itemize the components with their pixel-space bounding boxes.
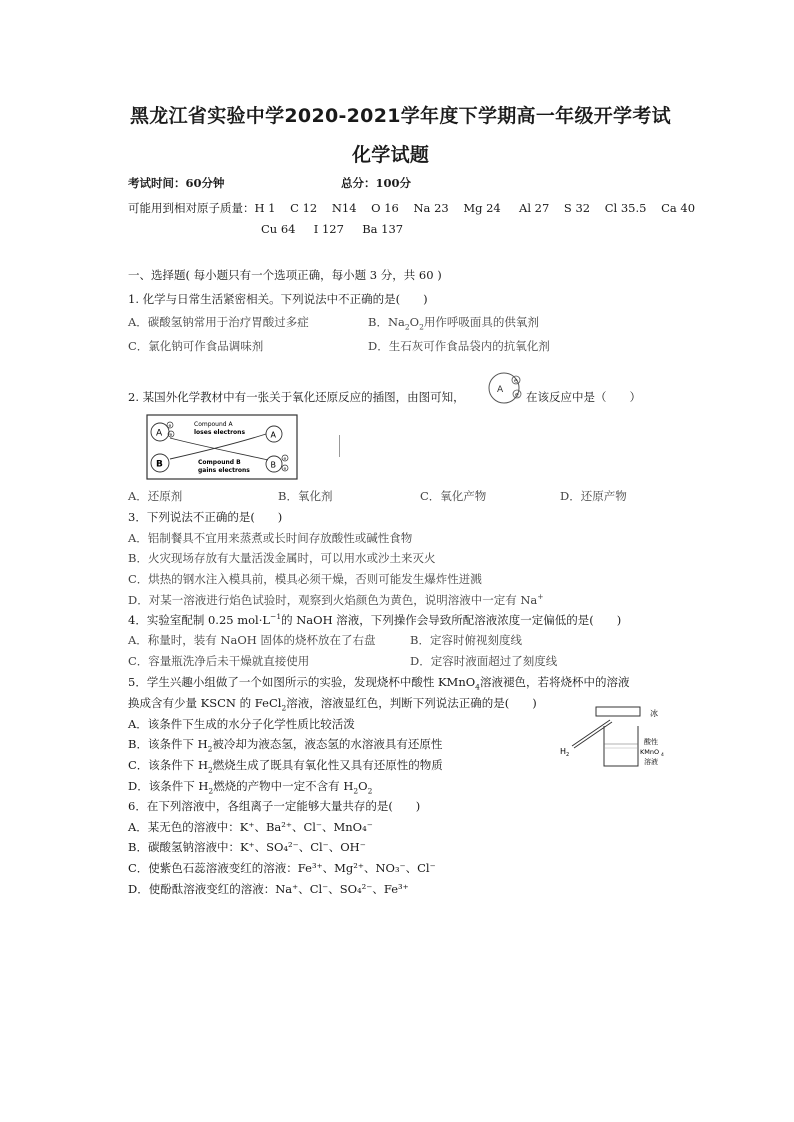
q2-stem-end: 在该反应中是（ ） (526, 390, 641, 404)
diagram-atom-b-right: B (270, 460, 276, 470)
figure-acid-label: 酸性 (644, 738, 658, 746)
page-title: 黑龙江省实验中学2020-2021学年度下学期高一年级开学考试 (130, 105, 671, 127)
q6-option-a: A．某无色的溶液中：K⁺、Ba²⁺、Cl⁻、MnO₄⁻ (128, 820, 373, 834)
diagram-electron-2: e (169, 433, 173, 438)
inline-atom-figure (486, 368, 528, 408)
q1-option-c: C．氯化钠可作食品调味剂 (128, 339, 264, 353)
q1-stem: 1. 化学与日常生活紧密相关。下列说法中不正确的是( ) (128, 292, 428, 306)
q3-option-b: B．火灾现场存放有大量活泼金属时，可以用水或沙土来灭火 (128, 551, 436, 565)
atomic-mass-line-1: 可能用到相对原子质量：H 1 C 12 N14 O 16 Na 23 Mg 24 Al 27 S 32 Cl 35.5 Ca 40 (128, 201, 696, 215)
figure-solution-label: 溶液 (644, 758, 658, 766)
q2-option-a: A．还原剂 (128, 489, 183, 503)
atomic-mass-line-2: Cu 64 I 127 Ba 137 (261, 222, 404, 236)
q2-option-b: B．氧化剂 (278, 489, 333, 503)
q4-option-d: D．定容时液面超过了刻度线 (410, 654, 558, 668)
scan-mark (339, 435, 340, 457)
q3-option-d: D．对某一溶液进行焰色试验时，观察到火焰颜色为黄色，说明溶液中一定有 Na+ (128, 592, 544, 607)
q4-option-a: A．称量时，装有 NaOH 固体的烧杯放在了右盘 (128, 633, 376, 647)
q6-option-c: C．使紫色石蕊溶液变红的溶液：Fe³⁺、Mg²⁺、NO₃⁻、Cl⁻ (128, 861, 436, 875)
diagram-label-a-line1: Compound A (194, 421, 233, 428)
diagram-atom-a-right: A (270, 430, 276, 440)
diagram-electron-4: e (283, 467, 287, 472)
q4-stem: 4．实验室配制 0.25 $mol\cdot L^{-1}$的 NaOH 溶液，下列操作会导致所配溶液浓度一定偏低的是( ) (128, 612, 622, 627)
inline-electron-label-1: e (514, 377, 518, 385)
figure-h2-subscript: 2 (566, 752, 570, 758)
exam-time: 考试时间：60分钟 (128, 176, 225, 190)
q5-stem-line1: 5．学生兴趣小组做了一个如图所示的实验，发现烧杯中酸性 KMnO$_4$溶液褪色，若将烧杯中的溶液 (128, 675, 630, 692)
q4-option-c: C．容量瓶洗净后未干燥就直接使用 (128, 654, 310, 668)
figure-h2-label: H (560, 747, 567, 756)
q3-option-c: C．烘热的钢水注入模具前，模具必须干燥，否则可能发生爆炸性迸溅 (128, 572, 482, 586)
inline-atom-label: A (497, 385, 504, 395)
diagram-atom-a-left: A (156, 428, 163, 439)
q5-option-c: C．该条件下 $H_2$燃烧生成了既具有氧化性又具有还原性的物质 (128, 758, 443, 775)
page-subtitle: 化学试题 (352, 144, 430, 166)
q5-option-a: A．该条件下生成的水分子化学性质比较活泼 (128, 717, 355, 731)
diagram-label-b-line1: Compound B (198, 459, 241, 466)
diagram-label-a-line2: loses electrons (194, 429, 246, 436)
redox-diagram (146, 414, 298, 480)
q6-option-d: D．使酚酞溶液变红的溶液：Na⁺、Cl⁻、SO₄²⁻、Fe³⁺ (128, 882, 409, 896)
q1-option-b: B．$Na_2O_2$用作呼吸面具的供氧剂 (368, 315, 539, 332)
figure-kmno4-subscript: 4 (661, 753, 664, 758)
q1-option-d: D．生石灰可作食品袋内的抗氧化剂 (368, 339, 550, 353)
q6-option-b: B．碳酸氢钠溶液中：K⁺、SO₄²⁻、Cl⁻、OH⁻ (128, 840, 366, 854)
diagram-electron-1: e (168, 424, 172, 429)
q3-option-a: A．铝制餐具不宜用来蒸煮或长时间存放酸性或碱性食物 (128, 531, 413, 545)
q2-option-d: D．还原产物 (560, 489, 627, 503)
figure-kmno4-label: KMnO (640, 748, 660, 756)
q5-option-b: B．该条件下 $H_2$被冷却为液态氢，液态氢的水溶液具有还原性 (128, 737, 443, 754)
section-heading: 一、选择题( 每小题只有一个选项正确，每小题 3 分，共 60 ) (128, 268, 442, 282)
q4-option-b: B．定容时俯视刻度线 (410, 633, 522, 647)
q5-option-d: D．该条件下 $H_2$燃烧的产物中一定不含有 $H_2O_2$ (128, 779, 373, 796)
q3-stem: 3．下列说法不正确的是( ) (128, 510, 283, 524)
q1-option-a: A．碳酸氢钠常用于治疗胃酸过多症 (128, 315, 309, 329)
q2-stem-start: 2. 某国外化学教材中有一张关于氧化还原反应的插图，由图可知， (128, 390, 465, 404)
diagram-label-b-line2: gains electrons (198, 467, 250, 474)
inline-electron-label-2: e (515, 391, 519, 399)
q2-option-c: C．氧化产物 (420, 489, 487, 503)
total-score: 总分：100分 (341, 176, 412, 190)
q5-stem-line2: 换成含有少量 KSCN 的 FeCl$_2$溶液，溶液显红色，判断下列说法正确的是( ) (128, 696, 537, 713)
diagram-electron-3: e (283, 457, 287, 462)
q6-stem: 6．在下列溶液中，各组离子一定能够大量共存的是( ) (128, 799, 421, 813)
figure-ice-label: 冰 (650, 709, 658, 718)
h2-combustion-figure (556, 704, 668, 772)
diagram-atom-b-left: B (156, 459, 163, 470)
